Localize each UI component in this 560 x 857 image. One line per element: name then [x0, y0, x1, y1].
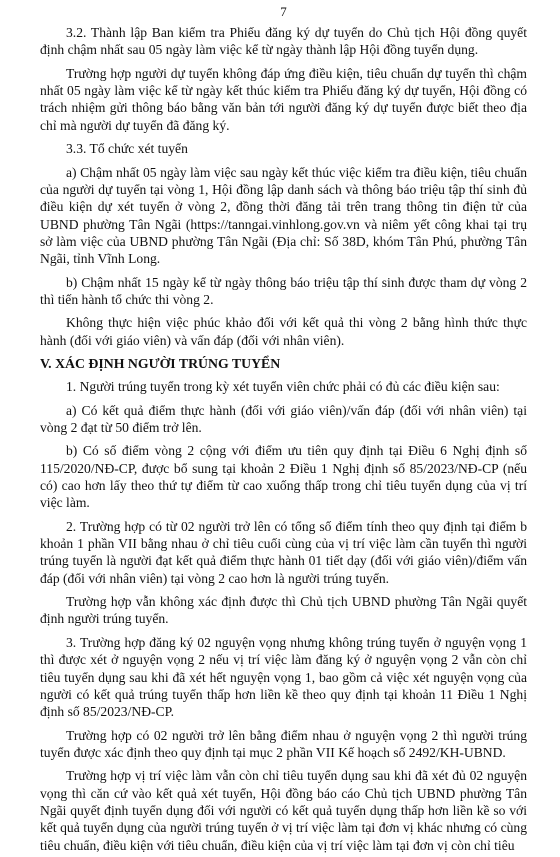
paragraph: a) Có kết quả điểm thực hành (đối với giáo viên)/vấn đáp (đối với nhân viên) tại vòng 2 đạt từ 50 điểm trở lên.	[40, 402, 527, 435]
paragraph: 3.2. Thành lập Ban kiểm tra Phiếu đăng ký dự tuyển do Chủ tịch Hội đồng quyết định chậm nhất sau 05 ngày làm việc kể từ ngày thành lập Hội đồng tuyển dụng.	[40, 25, 527, 58]
paragraph: b) Có số điểm vòng 2 cộng với điểm ưu tiên quy định tại Điều 6 Nghị định số 115/2020/NĐ-CP, được bổ sung tại khoản 2 Điều 1 Nghị định số 85/2023/NĐ-CP (nếu có) cao hơn lấy theo thứ tự điểm từ cao xuống thấp trong chỉ tiêu tuyển dụng của vị trí việc làm.	[40, 443, 527, 511]
paragraph: Trường hợp có 02 người trở lên bằng điểm nhau ở nguyện vọng 2 thì người trúng tuyển được xác định theo quy định tại mục 2 phần VII Kế hoạch số 2492/KH-UBND.	[40, 727, 527, 760]
paragraph: 1. Người trúng tuyển trong kỳ xét tuyển viên chức phải có đủ các điều kiện sau:	[66, 379, 500, 395]
paragraph: Không thực hiện việc phúc khảo đối với kết quả thi vòng 2 bằng hình thức thực hành (đối với giáo viên) và vấn đáp (đối với nhân viên).	[40, 315, 527, 348]
paragraph: a) Chậm nhất 05 ngày làm việc sau ngày kết thúc việc kiểm tra điều kiện, tiêu chuẩn của người dự tuyển tại vòng 1, Hội đồng lập danh sách và thông báo triệu tập thí sinh đủ điều kiện dự xét tuyển ở vòng 2, đồng thời đăng tải trên trang thông tin điện tử của UBND phường Tân Ngãi (https://tanngai.vinhlong.gov.vn và niêm yết công khai tại trụ sở làm việc của UBND phường Tân Ngãi (Địa chỉ: Số 38D, khóm Tân Phú, phường Tân Ngãi, tỉnh Vĩnh Long.	[40, 164, 527, 267]
paragraph: 3. Trường hợp đăng ký 02 nguyện vọng nhưng không trúng tuyển ở nguyện vọng 1 thì được xét ở nguyện vọng 2 nếu vị trí việc làm đăng ký ở nguyện vọng 2 vẫn còn chỉ tiêu tuyển dụng sau khi đã xét hết nguyện vọng 1, bao gồm cả việc xét nguyện vọng của người có kết quả trúng tuyển thấp hơn liền kề theo quy định tại khoản 11 Điều 1 Nghị định số 85/2023/NĐ-CP.	[40, 634, 527, 720]
document-body	[40, 24, 527, 854]
page-number: 7	[280, 4, 287, 19]
paragraph: b) Chậm nhất 15 ngày kể từ ngày thông báo triệu tập thí sinh được tham dự vòng 2 thì tiến hành tổ chức thi vòng 2.	[40, 274, 527, 307]
section-heading: V. XÁC ĐỊNH NGƯỜI TRÚNG TUYỂN	[40, 356, 281, 372]
paragraph: Trường hợp người dự tuyển không đáp ứng điều kiện, tiêu chuẩn dự tuyển thì chậm nhất 05 ngày làm việc kể từ ngày kết thúc kiểm tra Phiếu đăng ký dự tuyển, Hội đồng có trách nhiệm gửi thông báo bằng văn bản tới người đăng ký dự tuyển được biết theo địa chỉ mà người dự tuyển đã đăng ký.	[40, 65, 527, 133]
paragraph: 3.3. Tổ chức xét tuyển	[66, 141, 188, 157]
paragraph: Trường hợp vẫn không xác định được thì Chủ tịch UBND phường Tân Ngãi quyết định người trúng tuyển.	[40, 594, 527, 627]
paragraph: 2. Trường hợp có từ 02 người trở lên có tổng số điểm tính theo quy định tại điểm b khoản 1 phần VII bằng nhau ở chỉ tiêu cuối cùng của vị trí việc làm cần tuyển thì người trúng tuyển là người đạt kết quả điểm thực hành 01 tiết dạy (đối với giáo viên)/điểm vấn đáp (đối với nhân viên) tại vòng 2 cao hơn là người trúng tuyển.	[40, 518, 527, 586]
paragraph: Trường hợp vị trí việc làm vẫn còn chỉ tiêu tuyển dụng sau khi đã xét đủ 02 nguyện vọng thì căn cứ vào kết quả xét tuyển, Hội đồng báo cáo Chủ tịch UBND phường Tân Ngãi quyết định tuyển dụng đối với người có kết quả tuyển dụng thấp hơn liền kề so với kết quả tuyển dụng của người trúng tuyển ở vị trí việc làm tại đơn vị khác nhưng có cùng tiêu chuẩn, điều kiện với tiêu chuẩn, điều kiện của vị trí việc làm tại đơn vị còn chỉ tiêu	[40, 768, 527, 853]
